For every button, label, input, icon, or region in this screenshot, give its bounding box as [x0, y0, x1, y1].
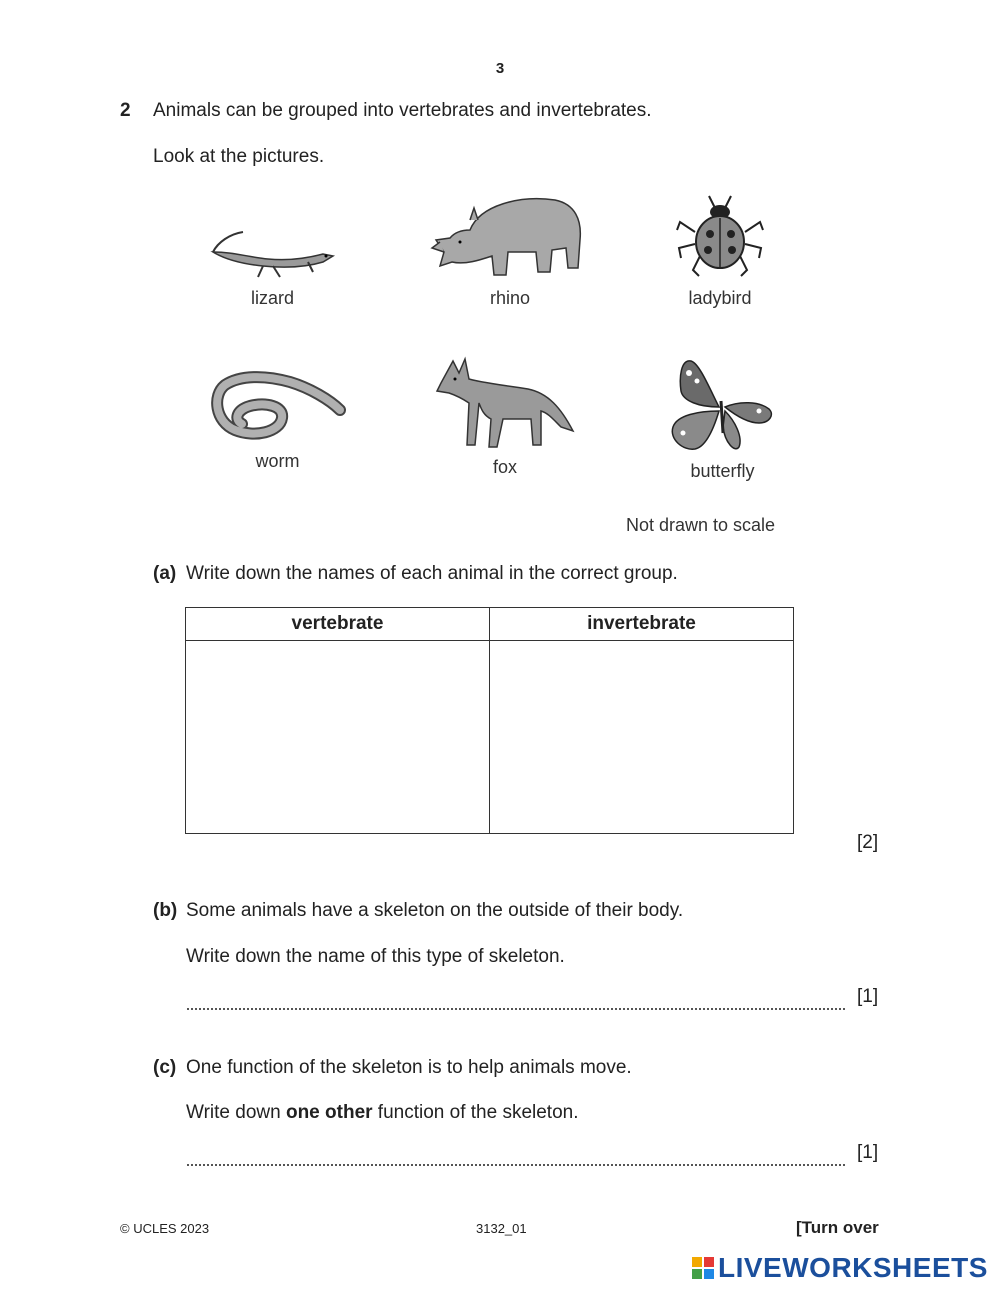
turn-over: [Turn over [796, 1218, 879, 1237]
rhino-illustration [430, 190, 590, 282]
header-invertebrate: invertebrate [490, 608, 794, 641]
instruction-post: function of the skeleton. [372, 1102, 579, 1123]
part-b-label: (b) [153, 900, 178, 921]
instruction-pre: Write down [186, 1102, 286, 1123]
invertebrate-answer-cell[interactable] [490, 641, 794, 834]
animal-label: butterfly [690, 461, 755, 481]
worm-illustration [210, 370, 346, 445]
part-c-instruction [186, 1102, 579, 1124]
copyright: © UCLES 2023 [120, 1221, 210, 1236]
header-vertebrate: vertebrate [186, 608, 490, 641]
page-number: 3 [495, 60, 505, 77]
part-c-label: (c) [153, 1057, 177, 1078]
animal-rhino [420, 190, 600, 309]
butterfly-illustration [669, 357, 777, 455]
animal-butterfly [660, 357, 785, 482]
part-b-instruction: Write down the name of this type of skeleton. [186, 946, 565, 967]
part-a-marks: [2] [857, 832, 879, 853]
part-b-marks: [1] [857, 986, 879, 1007]
part-c-marks: [1] [857, 1142, 879, 1163]
animal-label: ladybird [688, 288, 752, 308]
vertebrate-answer-cell[interactable] [186, 641, 490, 834]
animal-ladybird [665, 192, 775, 309]
animal-label: lizard [250, 288, 294, 308]
part-a-label: (a) [153, 563, 177, 584]
grouping-table [185, 607, 794, 834]
animal-label: worm [255, 451, 300, 471]
animal-label: rhino [489, 288, 531, 308]
part-a-text: Write down the names of each animal in the correct group. [186, 563, 678, 584]
question-number: 2 [120, 100, 131, 121]
animal-worm [205, 370, 350, 472]
question-intro: Animals can be grouped into vertebrates and invertebrates. [153, 100, 652, 121]
liveworksheets-logo [692, 1252, 988, 1284]
logo-text: LIVEWORKSHEETS [718, 1252, 988, 1283]
fox-illustration [433, 353, 578, 451]
animal-lizard [200, 212, 345, 309]
animal-fox [425, 353, 585, 478]
part-b-text: Some animals have a skeleton on the outside of their body. [186, 900, 684, 921]
look-instruction: Look at the pictures. [153, 146, 325, 167]
part-c-text: One function of the skeleton is to help animals move. [186, 1057, 632, 1078]
paper-code: 3132_01 [476, 1221, 527, 1236]
ladybird-illustration [675, 192, 765, 282]
logo-blocks-icon [692, 1257, 714, 1279]
animal-label: fox [492, 457, 517, 477]
instruction-emphasis: one other [285, 1102, 373, 1123]
scale-note: Not drawn to scale [626, 515, 776, 535]
lizard-illustration [208, 212, 338, 282]
part-b-answer-line[interactable] [187, 1006, 845, 1010]
part-c-answer-line[interactable] [187, 1162, 845, 1166]
